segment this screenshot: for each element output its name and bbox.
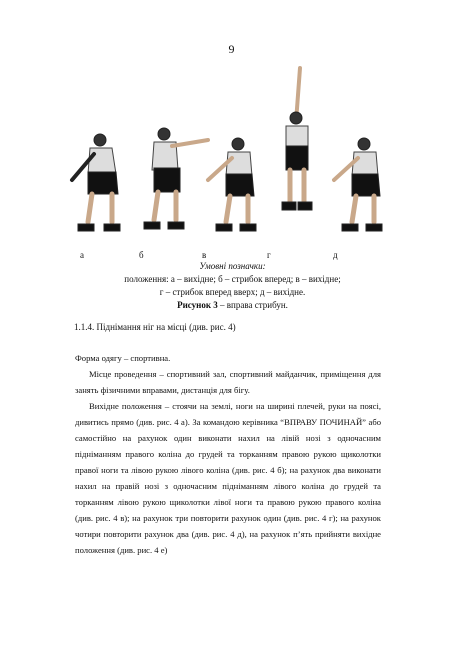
figure-title-text: – вправа стрибун. <box>217 300 288 310</box>
paragraph: Місце проведення – спортивний зал, спортивний майданчик, приміщення для занять фізичними вправами, дистанція для бігу. <box>75 369 381 395</box>
figure-a-pose <box>72 134 120 231</box>
paragraph: Вихідне положення – стоячи на землі, ноги на ширині плечей, руки на поясі, дивитись прямо (див. рис. 4 а). За командою керівника “ВПРАВУ ПОЧИНАЙ” або самостійно на рахунок один виконати нахил на лівій нозі з одночасним підніманням правого коліна до грудей та торканням правою рукою щиколотки правої ноги та лівою рукою лівого коліна (див. рис. 4 б); на рахунок два виконати нахил на правій нозі з одночасним підніманням лівого коліна до грудей та торканням лівою рукою щиколотки лівої ноги та правою рукою правого коліна (див. рис. 4 в); на рахунок три повторити рахунок один (див. рис. 4 г); на рахунок чотири повторити рахунок два (див. рис. 4 д), на рахунок п’ять прийняти вихідне положення (див. рис. 4 е) <box>75 401 381 555</box>
legend-title: Умовні позначки: <box>199 261 266 271</box>
body-text <box>75 350 381 558</box>
figure-b-pose <box>144 128 208 229</box>
figure-e-pose <box>334 138 382 231</box>
figure-letter: а <box>80 250 84 260</box>
figure-letter: в <box>202 250 207 260</box>
section-heading: 1.1.4. Піднімання ніг на місці (див. рис. 4) <box>74 322 236 332</box>
figure-caption <box>60 260 405 312</box>
figure-letter: б <box>139 250 144 260</box>
paragraph: Форма одягу – спортивна. <box>75 353 171 363</box>
figure-d-pose <box>282 68 312 210</box>
legend-line: г – стрибок вперед вверх; д – вихідне. <box>159 287 306 297</box>
exercise-figure <box>60 62 405 257</box>
figure-letter: д <box>333 250 338 260</box>
figure-c-pose <box>208 138 256 231</box>
figure-letter: г <box>267 250 271 260</box>
figure-label: Рисунок 3 <box>177 300 218 310</box>
page-number: 9 <box>228 42 235 56</box>
figure-title <box>60 299 405 312</box>
legend-line: положення: а – вихідне; б – стрибок вперед; в – вихідне; <box>124 274 341 284</box>
jumper-illustration <box>60 62 405 257</box>
